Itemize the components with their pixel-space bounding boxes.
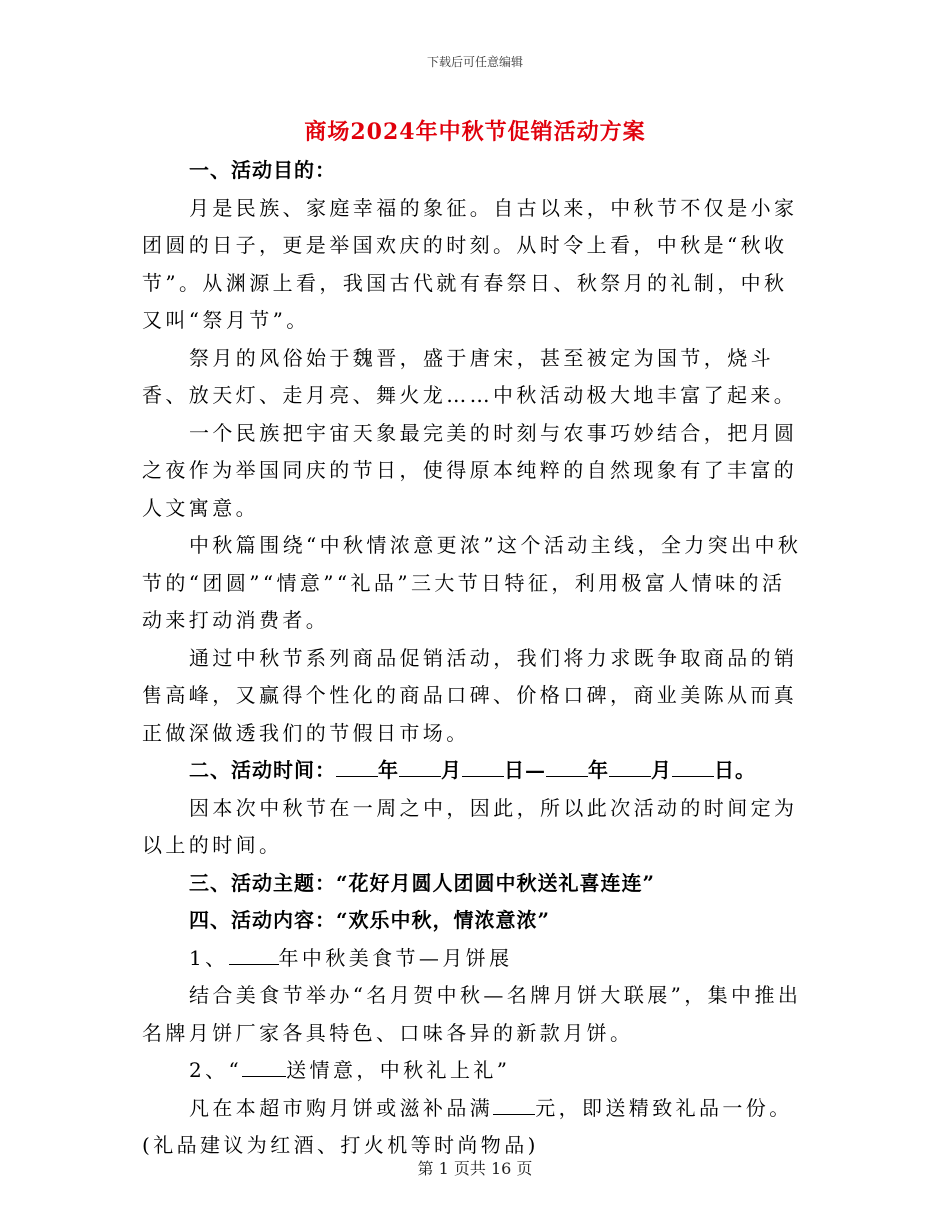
blank-field: [609, 754, 651, 777]
section-heading-purpose: 一、活动目的：: [189, 158, 336, 182]
page-header: 下载后可任意编辑: [426, 55, 523, 69]
paragraph-5: 通过中秋节系列商品促销活动，我们将力求既争取商品的销售高峰，又赢得个性化的商品口碑、价格口碑，商业美陈从而真正做深做透我们的节假日市场。: [142, 645, 798, 745]
blank-field: [242, 1054, 286, 1077]
section-heading-content: 四、活动内容：“欢乐中秋，情浓意浓”: [189, 908, 551, 932]
section-heading-time: [142, 752, 807, 790]
time-heading-label: 二、活动时间：: [189, 758, 336, 782]
paragraph-8: [142, 1090, 807, 1165]
list-item-1: [142, 940, 807, 978]
paragraph-8-part-a: 凡在本超市购月饼或滋补品满: [189, 1095, 494, 1120]
paragraph-1: 月是民族、家庭幸福的象征。自古以来，中秋节不仅是小家团圆的日子，更是举国欢庆的时刻。从时令上看，中秋是“秋收节”。从渊源上看，我国古代就有春祭日、秋祭月的礼制，中秋又叫“祭月节”。: [142, 195, 798, 332]
paragraph-4: 中秋篇围绕“中秋情浓意更浓”这个活动主线，全力突出中秋节的“团圆”“情意”“礼品”三大节日特征，利用极富人情味的活动来打动消费者。: [142, 533, 802, 632]
list-item-number: 1、: [189, 945, 229, 970]
paragraph-3: 一个民族把宇宙天象最完美的时刻与农事巧妙结合，把月圆之夜作为举国同庆的节日，使得原本纯粹的自然现象有了丰富的人文寓意。: [142, 420, 798, 520]
blank-field: [493, 1092, 535, 1115]
list-item-text: 送情意，中秋礼上礼”: [286, 1058, 511, 1082]
time-year-label: 年: [588, 758, 609, 782]
blank-field: [399, 754, 441, 777]
document-body: [142, 152, 807, 1165]
blank-field: [546, 754, 588, 777]
list-item-2: [142, 1052, 807, 1090]
time-year-label: 年: [378, 758, 399, 782]
blank-field: [462, 754, 504, 777]
time-day-end-label: 日。: [714, 758, 756, 782]
time-day-dash-label: 日—: [504, 758, 546, 782]
paragraph-8-part-b: 元，即送精致礼品一份。(礼品建议为红酒、打火机等时尚物品): [142, 1095, 793, 1157]
time-month-label: 月: [441, 758, 462, 782]
paragraph-6: 因本次中秋节在一周之中，因此，所以此次活动的时间定为以上的时间。: [142, 795, 798, 857]
list-item-number: 2、“: [189, 1058, 243, 1082]
page-footer: 第 1 页共 16 页: [417, 1159, 533, 1178]
document-title: 商场2024年中秋节促销活动方案: [304, 119, 646, 145]
blank-field: [229, 942, 279, 965]
section-heading-theme: 三、活动主题：“花好月圆人团圆中秋送礼喜连连”: [189, 870, 656, 895]
time-month-label: 月: [651, 758, 672, 782]
blank-field: [336, 754, 378, 777]
paragraph-2: 祭月的风俗始于魏晋，盛于唐宋，甚至被定为国节，烧斗香、放天灯、走月亮、舞火龙……中秋活动极大地丰富了起来。: [142, 345, 798, 407]
blank-field: [672, 754, 714, 777]
list-item-text: 年中秋美食节—月饼展: [278, 945, 513, 970]
paragraph-7: 结合美食节举办“名月贺中秋—名牌月饼大联展”，集中推出名牌月饼厂家各具特色、口味各异的新款月饼。: [142, 983, 802, 1045]
